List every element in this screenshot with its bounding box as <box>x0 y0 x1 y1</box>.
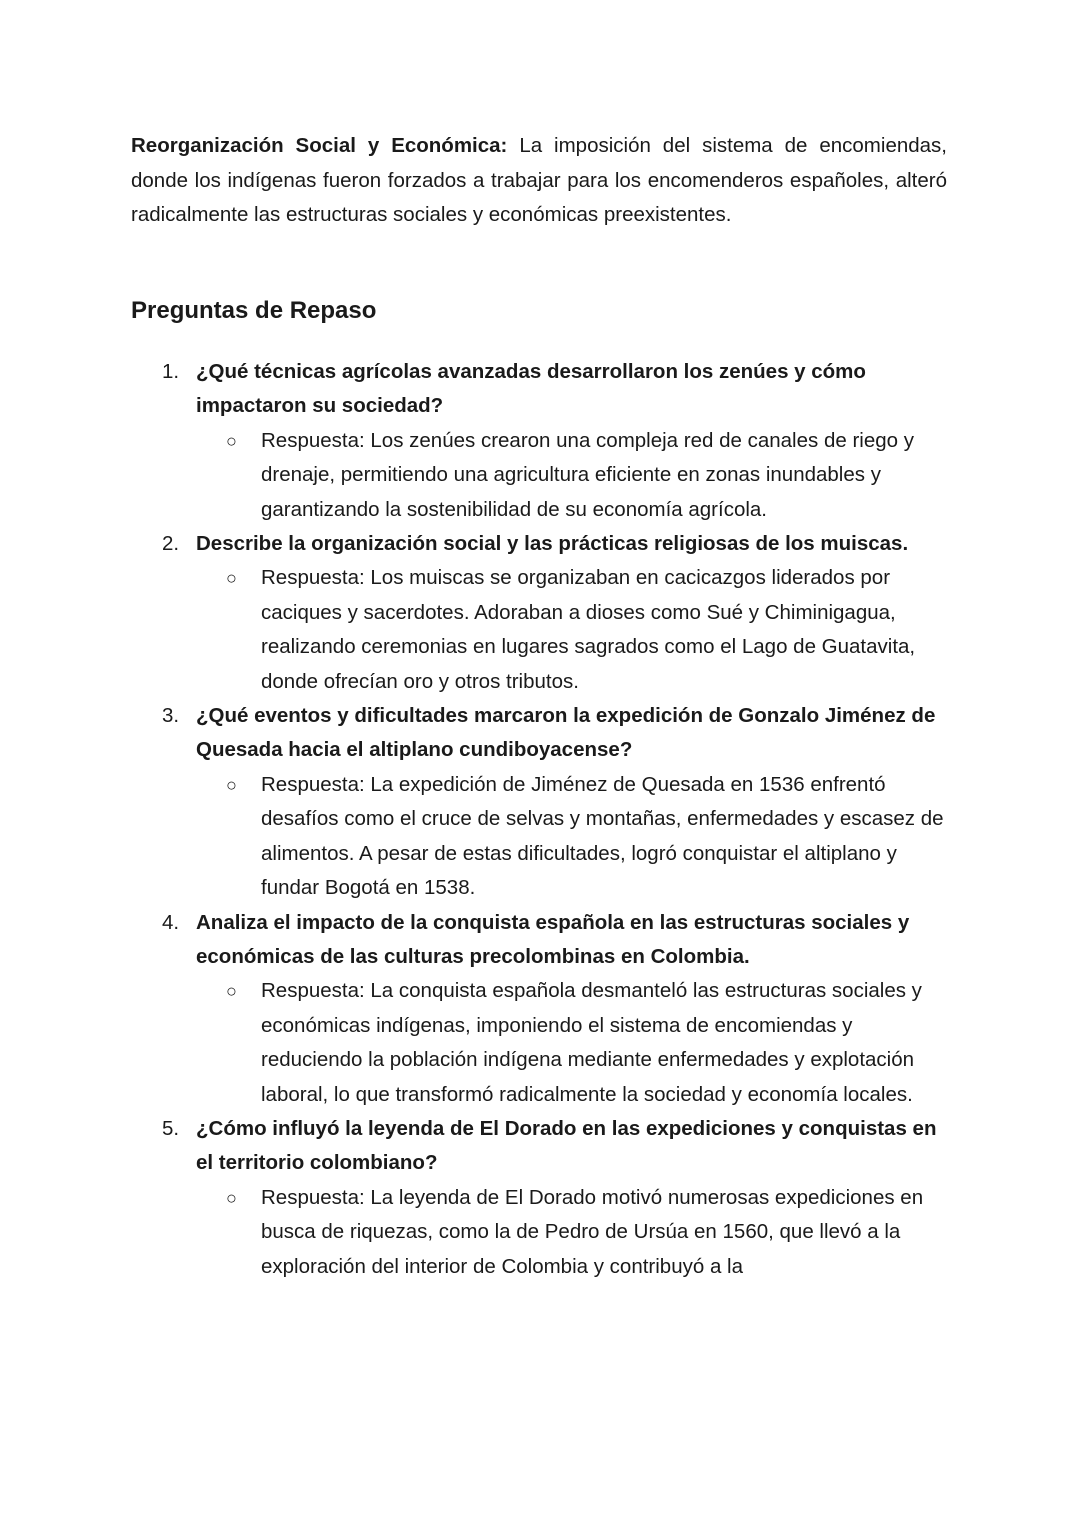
bullet-icon: ○ <box>226 430 237 451</box>
answer-item <box>0 561 1080 699</box>
question-text: ¿Qué eventos y dificultades marcaron la expedición de Gonzalo Jiménez de Quesada hacia el altiplano cundiboyacense? <box>196 704 936 762</box>
question-item <box>0 1112 1080 1284</box>
answer-text: Respuesta: La leyenda de El Dorado motivó numerosas expediciones en busca de riquezas, como la de Pedro de Ursúa en 1560, que llevó a la exploración del interior de Colombia y contribuyó a la <box>261 1185 924 1278</box>
answer-item <box>0 424 1080 527</box>
answer-text: Respuesta: La expedición de Jiménez de Quesada en 1536 enfrentó desafíos como el cruce de selvas y montañas, enfermedades y escasez de alimentos. A pesar de estas dificultades, logró conquistar el altiplano y fundar Bogotá en 1538. <box>261 772 944 900</box>
question-text: ¿Qué técnicas agrícolas avanzadas desarrollaron los zenúes y cómo impactaron su sociedad? <box>196 360 866 418</box>
question-number: 4. <box>162 910 180 934</box>
question-item <box>0 699 1080 905</box>
question-item <box>0 527 1080 699</box>
bullet-icon: ○ <box>226 774 237 795</box>
intro-paragraph <box>131 129 947 233</box>
intro-text: La imposición del sistema de encomiendas, donde los indígenas fueron forzados a trabajar para los encomenderos españoles, alteró radicalmente las estructuras sociales y económicas preexistentes. <box>131 134 947 226</box>
answer-text: Respuesta: Los zenúes crearon una compleja red de canales de riego y drenaje, permitiendo una agricultura eficiente en zonas inundables y garantizando la sostenibilidad de su economía agrícola. <box>261 428 914 521</box>
question-number: 3. <box>162 704 180 728</box>
question-number: 2. <box>162 532 180 556</box>
answer-item <box>0 1181 1080 1284</box>
bullet-icon: ○ <box>226 568 237 589</box>
question-text: Describe la organización social y las prácticas religiosas de los muiscas. <box>196 532 909 556</box>
bullet-icon: ○ <box>226 981 237 1002</box>
answer-text: Respuesta: Los muiscas se organizaban en cacicazgos liderados por caciques y sacerdotes. Adoraban a dioses como Sué y Chiminigagua, realizando ceremonias en lugares sagrados como el Lago de Guatavita, donde ofrecían oro y otros tributos. <box>261 566 916 693</box>
question-number: 1. <box>162 360 180 383</box>
answer-item <box>0 768 1080 906</box>
question-text: Analiza el impacto de la conquista española en las estructuras sociales y económicas de las culturas precolombinas en Colombia. <box>196 910 910 968</box>
answer-text: Respuesta: La conquista española desmanteló las estructuras sociales y económicas indígenas, imponiendo el sistema de encomiendas y reduciendo la población indígena mediante enfermedades y explotación laboral, lo que transformó radicalmente la sociedad y economía locales. <box>261 979 922 1106</box>
question-item <box>0 355 1080 527</box>
bullet-icon: ○ <box>226 1187 237 1208</box>
question-number: 5. <box>162 1116 180 1140</box>
question-text: ¿Cómo influyó la leyenda de El Dorado en las expediciones y conquistas en el territorio colombiano? <box>196 1116 937 1175</box>
question-item <box>0 906 1080 1112</box>
section-title: Preguntas de Repaso <box>131 297 377 324</box>
review-questions-list <box>0 355 1080 1284</box>
answer-item <box>0 974 1080 1112</box>
intro-lead: Reorganización Social y Económica: <box>131 134 508 157</box>
